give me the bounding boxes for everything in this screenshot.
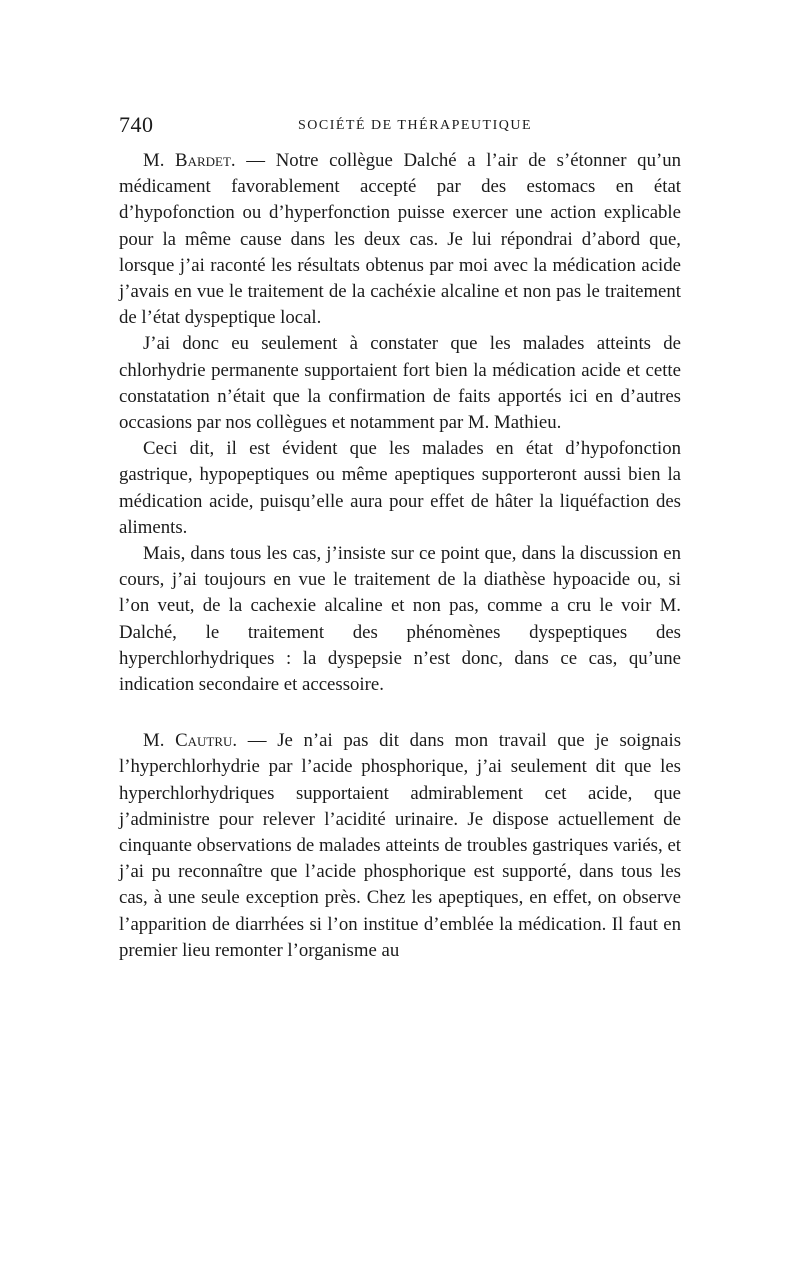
paragraph-text: — Je n’ai pas dit dans mon travail que je soignais l’hyperchlorhydrie par l’acide phosphorique, j’ai seulement dit que les hyperchlorhydriques supportaient admirablement cet acide, que j’administre pour relever l’acidité urinaire. Je dispose actuellement de cinquante observations de malades atteints de troubles gastriques variés, et j’ai pu reconnaître que l’acide phosphorique est supporté, dans tous les cas, à une seule exception près. Chez les apeptiques, en effet, on observe l’apparition de diarrhées si l’on institue d’emblée la médication. Il faut en premier lieu remonter l’organisme au — [119, 730, 682, 961]
paragraph — [119, 331, 681, 436]
paragraph-text: Mais, dans tous les cas, j’insiste sur ce point que, dans la discussion en cours, j’ai toujours en vue le traitement de la diathèse hypoacide ou, si l’on veut, de la cachexie alcaline et non pas, comme a cru le voir M. Dalché, le traitement des phénomènes dyspeptiques des hyperchlorhydriques : la dyspepsie n’est donc, dans ce cas, qu’une indication secondaire et accessoire. — [119, 543, 681, 696]
speaker-name: M. Cautru. — [143, 730, 238, 752]
paragraph-cautru — [119, 728, 681, 964]
paragraph-text: — Notre collègue Dalché a l’air de s’étonner qu’un médicament favorablement accepté par des estomacs en état d’hypofonction ou d’hyperfonction puisse exercer une action explicable pour la même cause dans les deux cas. Je lui répondrai d’abord que, lorsque j’ai raconté les résultats obtenus par moi avec la médication acide j’avais en vue le traitement de la cachéxie alcaline et non pas le traitement de l’état dyspeptique local. — [119, 150, 681, 329]
paragraph — [119, 541, 681, 698]
body-text — [119, 148, 681, 964]
paragraph-text: Ceci dit, il est évident que les malades en état d’hypofonction gastrique, hypopeptiques ou même apeptiques supporteront aussi bien la médication acide, puisqu’elle aura pour effet de hâter la liquéfaction des aliments. — [119, 438, 681, 538]
paragraph-bardet — [119, 148, 681, 331]
running-head: SOCIÉTÉ DE THÉRAPEUTIQUE — [297, 118, 533, 133]
page-header — [119, 112, 681, 142]
paragraph — [119, 436, 681, 541]
paragraph-text: J’ai donc eu seulement à constater que les malades atteints de chlorhydrie permanente supportaient fort bien la médication acide et cette constatation n’était que la confirmation de faits apportés ici en d’autres occasions par nos collègues et notamment par M. Mathieu. — [119, 333, 681, 434]
page-number: 740 — [119, 112, 154, 137]
speaker-name: M. Bardet. — [143, 150, 236, 171]
